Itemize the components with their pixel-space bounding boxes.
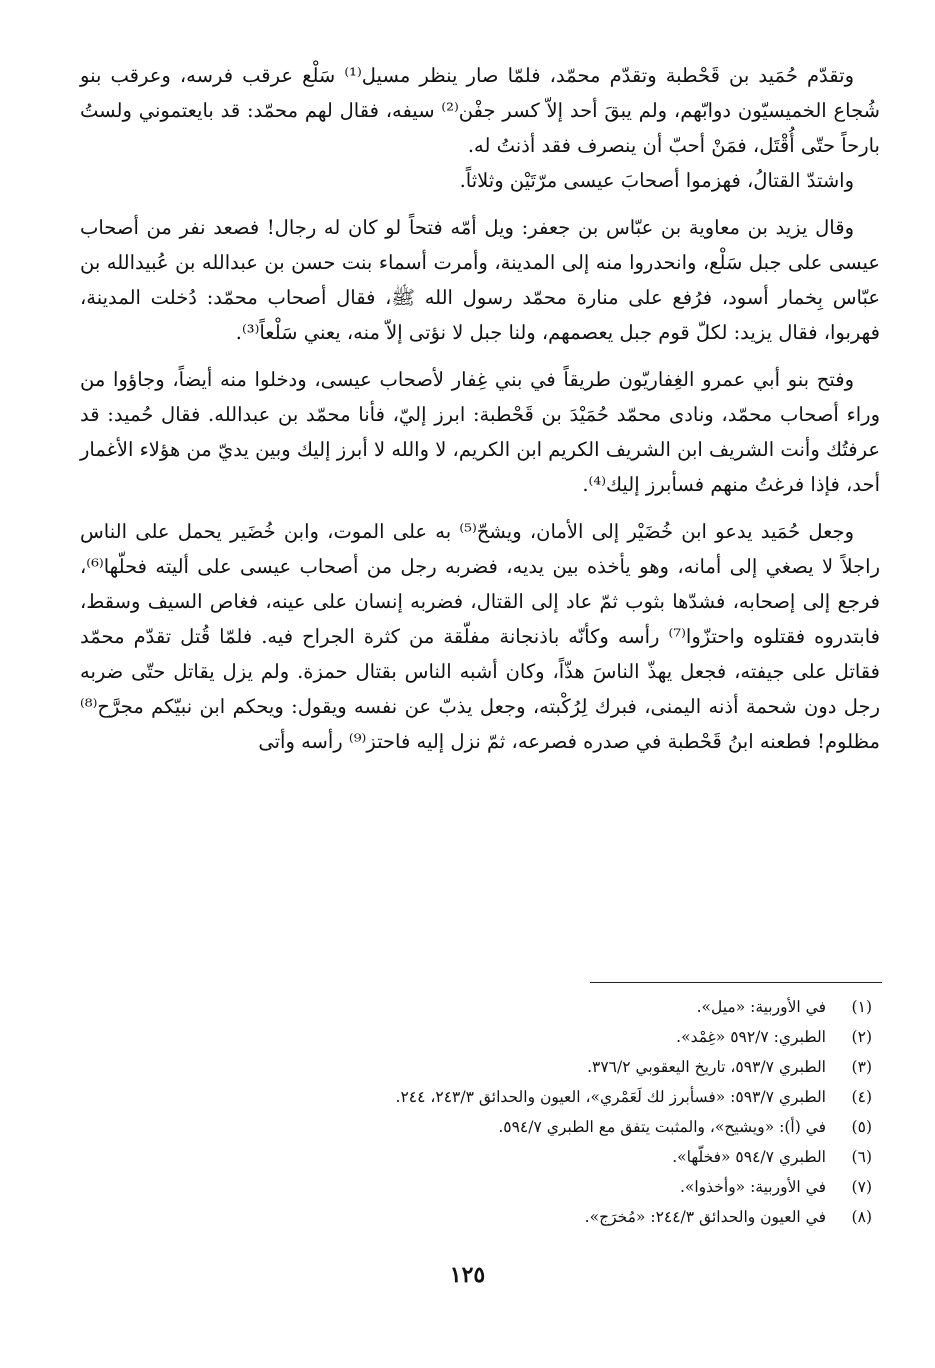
paragraph-4: وفتح بنو أبي عمرو الغِفاريّون طريقاً في بني غِفار لأصحاب عيسى، ودخلوا منه أيضاً، وجاؤوا من وراء أصحاب محمّد، ونادى محمّد حُمَيْدَ بن قَحْطبة: ابرز إليّ، فأنا محمّد بن عبدالله. فقال حُميد: قد عرفتُك وأنت الشريف ابن الشريف الكريم ابن الكريم، لا والله لا أبرز إليك وبين يديّ من هؤلاء الأغمار أحد، فإذا فرغتُ منهم فسأبرز إليك⁽⁴⁾. — [80, 368, 880, 496]
footnote — [150, 1202, 872, 1232]
footnote-text: في الأوربية: «وأخذوا». — [679, 1178, 826, 1196]
paragraph-2: واشتدّ القتالُ، فهزموا أصحابَ عيسى مرّتَيْن وثلاثاً. — [459, 169, 854, 192]
footnote-number: (٢) — [851, 1028, 872, 1046]
footnote-number: (٨) — [851, 1208, 872, 1226]
footnote-text: في العيون والحدائق ٢٤٤/٣: «مُخرَج». — [584, 1208, 826, 1226]
footnote-number: (٧) — [851, 1178, 872, 1196]
footnote — [150, 1082, 872, 1112]
paragraph-3: وقال يزيد بن معاوية بن عبّاس بن جعفر: ويل أمّه فتحاً لو كان له رجال! فصعد نفر من أصحاب عيسى على جبل سَلْع، وانحدروا منه إلى المدينة، وأمرت أسماء بنت حسن بن عبدالله بن عُبيدالله بن عبّاس بِخمار أسود، فرُفع على منارة محمّد رسول الله ﷺ، فقال أصحاب محمّد: دُخلت المدينة، فهربوا، فقال يزيد: لكلّ قوم جبل يعصمهم، ولنا جبل لا نؤتى إلاّ منه، يعني سَلْعاً⁽³⁾. — [80, 216, 880, 344]
footnote — [150, 992, 872, 1022]
footnote-number: (٦) — [851, 1148, 872, 1166]
footnote — [150, 1112, 872, 1142]
footnote-separator — [590, 982, 882, 983]
footnote — [150, 1052, 872, 1082]
footnote-text: الطبري ٥٩٤/٧ «فخلّها». — [672, 1148, 826, 1166]
footnote-number: (١) — [851, 998, 872, 1016]
paragraph-5: وجعل حُمَيد يدعو ابن خُضَيْر إلى الأمان، ويشحّ⁽⁵⁾ به على الموت، وابن خُضَير يحمل على الناس راجلاً لا يصغي إلى أمانه، وهو يأخذه بين يديه، فضربه رجل من أصحاب عيسى على أليته فحلّها⁽⁶⁾، فرجع إلى إصحابه، فشدّها بثوب ثمّ عاد إلى القتال، فضربه إنسان على عينه، فغاص السيف وسقط، فابتدروه فقتلوه واحتزّوا⁽⁷⁾ رأسه وكأنّه باذنجانة مفلّقة من كثرة الجراح فيه. فلمّا قُتل تقدّم محمّد فقاتل على جيفته، فجعل يهذّ الناسَ هذّاً، وكان أشبه الناس بقتال حمزة. ولم يزل يقاتل حتّى ضربه رجل دون شحمة أذنه اليمنى، فبرك لِرُكْبته، وجعل يذبّ عن نفسه ويقول: ويحكم ابن نبيّكم مجرَّح⁽⁸⁾ مظلوم! فطعنه ابنُ قَحْطبة في صدره فصرعه، ثمّ نزل إليه فاحتز⁽⁹⁾ رأسه وأتى — [80, 520, 881, 753]
footnote-text: في (أ): «ويشيح»، والمثبت يتفق مع الطبري ٥٩٤/٧. — [498, 1118, 826, 1136]
footnote — [150, 1172, 872, 1202]
footnote — [150, 1142, 872, 1172]
footnote-text: الطبري ٥٩٣/٧، تاريخ اليعقوبي ٣٧٦/٢. — [587, 1058, 826, 1076]
footnotes — [150, 992, 872, 1232]
footnote-text: في الأوربية: «ميل». — [696, 998, 826, 1016]
main-text — [80, 58, 880, 759]
footnote-text: الطبري: ٥٩٢/٧ «غِمْد». — [676, 1028, 826, 1046]
footnote-number: (٤) — [851, 1088, 872, 1106]
paragraph-1: وتقدّم حُمَيد بن قَحْطبة وتقدّم محمّد، فلمّا صار ينظر مسيل⁽¹⁾ سَلْع عرقب فرسه، وعرقب بنو شُجاع الخميسيّون دوابّهم، ولم يبقَ أحد إلاّ كسر جفْن⁽²⁾ سيفه، فقال لهم محمّد: قد بايعتموني ولستُ بارحاً حتّى أُقْتَل، فمَنْ أحبّ أن ينصرف فقد أذنتُ له. — [80, 64, 880, 157]
footnote-text: الطبري ٥٩٣/٧: «فسأبرز لك لَعَمْري»، العيون والحدائق ٢٤٣/٣، ٢٤٤. — [395, 1088, 826, 1106]
footnote-number: (٣) — [851, 1058, 872, 1076]
footnote — [150, 1022, 872, 1052]
footnote-number: (٥) — [851, 1118, 872, 1136]
page-number: ١٢٥ — [449, 1262, 486, 1288]
